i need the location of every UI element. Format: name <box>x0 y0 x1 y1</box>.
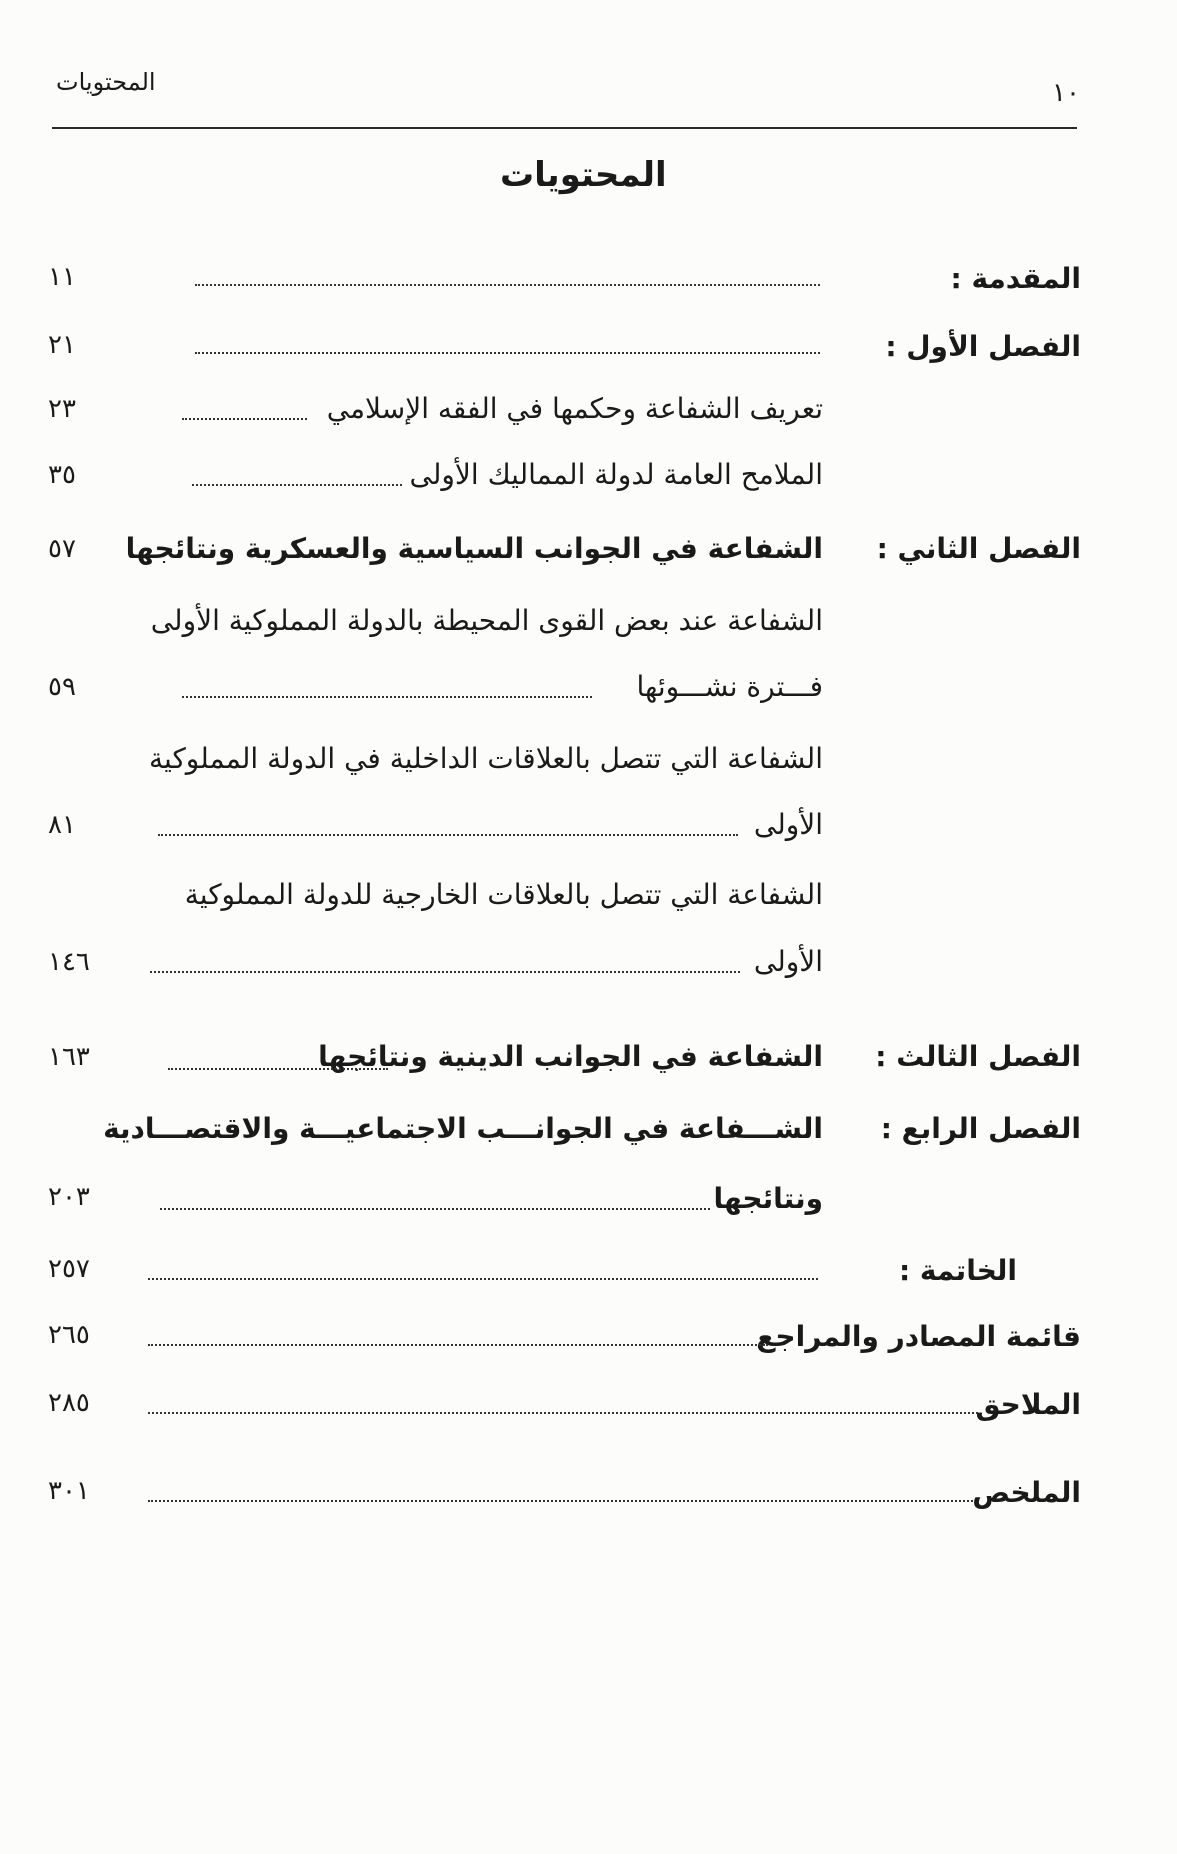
dot-leader <box>168 1068 388 1070</box>
toc-row-chapter-4 <box>0 1112 1177 1172</box>
toc-entry: الملامح العامة لدولة المماليك الأولى <box>409 458 823 491</box>
toc-label: الفصل الثالث : <box>875 1040 1081 1073</box>
toc-row-appendices <box>0 1388 1177 1448</box>
toc-page-number: ١٦٣ <box>48 1042 90 1072</box>
toc-row-conclusion <box>0 1254 1177 1314</box>
dot-leader <box>148 1278 818 1280</box>
toc-label: الملاحق <box>975 1388 1081 1421</box>
toc-row-section <box>0 1182 1177 1242</box>
toc-page-number: ٣٠١ <box>48 1476 90 1506</box>
toc-entry: الأولى <box>753 808 823 841</box>
header-rule <box>52 127 1077 129</box>
toc-entry: الشفاعة في الجوانب السياسية والعسكرية ونتائجها <box>125 532 823 565</box>
dot-leader <box>148 1412 978 1414</box>
toc-label: الخاتمة : <box>898 1254 1017 1287</box>
toc-page-number: ٥٩ <box>48 672 76 702</box>
toc-entry: الأولى <box>753 945 823 978</box>
toc-entry: ونتائجها <box>713 1182 823 1215</box>
dot-leader <box>148 1344 768 1346</box>
page-title: المحتويات <box>500 155 667 195</box>
running-title: المحتويات <box>56 68 156 96</box>
toc-page-number: ٣٥ <box>48 460 76 490</box>
toc-page-number: ٨١ <box>48 810 76 840</box>
dot-leader <box>182 696 592 698</box>
toc-row-section <box>0 945 1177 1005</box>
dot-leader <box>182 418 307 420</box>
toc-page-number: ٢٨٥ <box>48 1388 90 1418</box>
dot-leader <box>150 971 740 973</box>
toc-row-section <box>0 808 1177 868</box>
toc-page-number: ٢٦٥ <box>48 1320 90 1350</box>
toc-row-section <box>0 458 1177 518</box>
toc-label: قائمة المصادر والمراجع <box>756 1320 1081 1353</box>
dot-leader <box>192 484 402 486</box>
toc-page-number: ١٤٦ <box>48 947 90 977</box>
toc-row-chapter-2 <box>0 532 1177 592</box>
toc-label: المقدمة : <box>950 262 1081 295</box>
dot-leader <box>195 284 820 286</box>
toc-label: الملخص <box>972 1476 1081 1509</box>
toc-row-section <box>0 670 1177 730</box>
dot-leader <box>158 834 738 836</box>
toc-row-chapter-1 <box>0 330 1177 390</box>
toc-entry-line1: الشـــفاعة في الجوانـــب الاجتماعيـــة والاقتصـــادية <box>103 1112 823 1145</box>
toc-entry-line1: الشفاعة التي تتصل بالعلاقات الخارجية للدولة المملوكية <box>184 878 823 911</box>
dot-leader <box>195 352 820 354</box>
toc-row-section <box>0 392 1177 452</box>
toc-row-chapter-3 <box>0 1040 1177 1100</box>
toc-page-number: ٢١ <box>48 330 76 360</box>
toc-entry-line1: الشفاعة التي تتصل بالعلاقات الداخلية في الدولة المملوكية <box>148 742 823 775</box>
toc-page-number: ١١ <box>48 262 76 292</box>
toc-page-number: ٢٠٣ <box>48 1182 90 1212</box>
toc-entry: فـــترة نشـــوئها <box>636 670 823 703</box>
toc-page-number: ٢٥٧ <box>48 1254 90 1284</box>
dot-leader <box>160 1208 710 1210</box>
toc-page-number: ٢٣ <box>48 394 76 424</box>
toc-row-sources <box>0 1320 1177 1380</box>
dot-leader <box>148 1500 973 1502</box>
toc-label: الفصل الأول : <box>885 330 1081 363</box>
toc-entry-line1: الشفاعة عند بعض القوى المحيطة بالدولة المملوكية الأولى <box>150 604 823 637</box>
toc-entry: تعريف الشفاعة وحكمها في الفقه الإسلامي <box>326 392 823 425</box>
toc-label: الفصل الرابع : <box>880 1112 1081 1145</box>
toc-row-introduction <box>0 262 1177 322</box>
page-number: ١٠ <box>1052 78 1080 108</box>
toc-page-number: ٥٧ <box>48 534 76 564</box>
toc-entry: الشفاعة في الجوانب الدينية ونتائجها <box>318 1040 823 1073</box>
toc-label: الفصل الثاني : <box>876 532 1081 565</box>
toc-row-abstract <box>0 1476 1177 1536</box>
